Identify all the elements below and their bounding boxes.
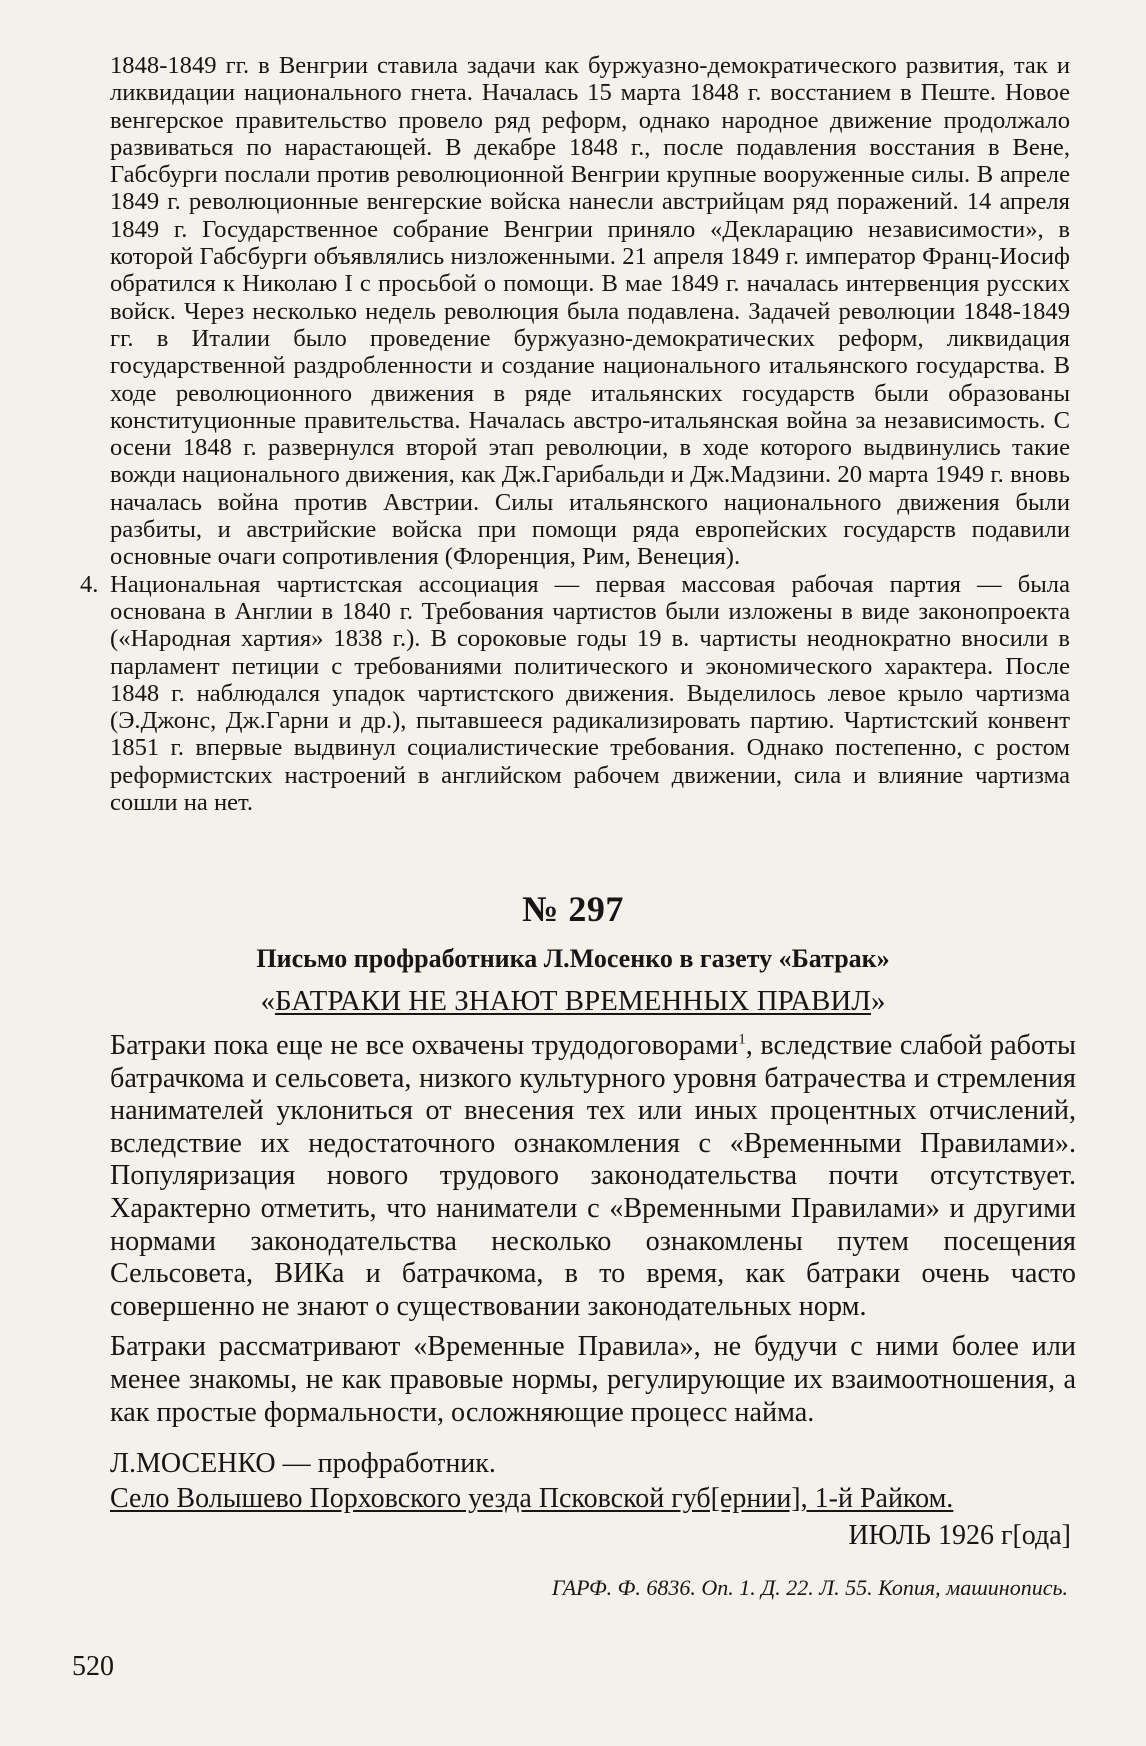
document-title: Письмо профработника Л.Мосенко в газету «Батрак» bbox=[256, 944, 890, 973]
paragraph-1-rest: , вследствие слабой работы батрачкома и сельсовета, низкого культурного уровня батрачества и стремления нанимателей уклониться от внесения тех или иных процентных отчислений, вследствие их недостаточного ознакомления с «Временными Правилами». Популяризация нового трудового законодательства почти отсутствует. Характерно отметить, что наниматели с «Временными Правилами» и другими нормами законодательства несколько ознакомлены путем посещения Сельсовета, ВИКа и батрачкома, в то время, как батраки очень часто совершенно не знают о существовании законодательных норм. bbox=[110, 1030, 1076, 1322]
document-body bbox=[110, 1030, 1076, 1429]
endnote-text: Национальная чартистская ассоциация — первая массовая рабочая партия — была основана в Англии в 1840 г. Требования чартистов были изложены в виде законопроекта («Народная хартия» 1838 г.). В сороковые годы 19 в. чартисты неоднократно вносили в парламент петиции с требованиями политического и экономического характера. После 1848 г. наблюдался упадок чартистского движения. Выделилось левое крыло чартизма (Э.Джонс, Дж.Гарни и др.), пытавшееся радикализировать партию. Чартистский конвент 1851 г. впервые выдвинул социалистические требования. Однако постепенно, с ростом реформистских настроений в английском рабочем движении, сила и влияние чартизма сошли на нет. bbox=[110, 570, 1070, 817]
endnote-continuation: 1848-1849 гг. в Венгрии ставила задачи как буржуазно-демократического развития, так и ликвидации национального гнета. Началась 15 марта 1848 г. восстанием в Пеште. Новое венгерское правительство провело ряд реформ, однако народное движение продолжало развиваться по нарастающей. В декабре 1848 г., после подавления восстания в Вене, Габсбурги послали против революционной Венгрии крупные вооруженные силы. В апреле 1849 г. революционные венгерские войска нанесли австрийцам ряд поражений. 14 апреля 1849 г. Государственное собрание Венгрии приняло «Декларацию независимости», в которой Габсбурги объявлялись низложенными. 21 апреля 1849 г. император Франц-Иосиф обратился к Николаю I с просьбой о помощи. В мае 1849 г. началась интервенция русских войск. Через несколько недель революция была подавлена. Задачей революции 1848-1849 гг. в Италии было проведение буржуазно-демократических реформ, ликвидация государственной раздробленности и создание национального итальянского государства. В ходе революционного движения в ряде итальянских государств были образованы конституционные правительства. Началась австро-итальянская война за независимость. С осени 1848 г. развернулся второй этап революции, в ходе которого выдвинулись такие вожди национального движения, как Дж.Гарибальди и Дж.Мадзини. 20 марта 1949 г. вновь началась война против Австрии. Силы итальянского национального движения были разбиты, и австрийские войска при помощи ряда европейских государств подавили основные очаги сопротивления (Флоренция, Рим, Венеция). bbox=[110, 52, 1070, 571]
footnote-mark: 1 bbox=[738, 1031, 746, 1048]
document-number: № 297 bbox=[522, 889, 624, 929]
document-heading bbox=[0, 985, 1146, 1018]
paragraph-1-start: Батраки пока еще не все охвачены трудодоговорами bbox=[110, 1030, 739, 1061]
page-number: 520 bbox=[72, 1651, 114, 1682]
heading-text: БАТРАКИ НЕ ЗНАЮТ ВРЕМЕННЫХ ПРАВИЛ bbox=[275, 985, 871, 1017]
signature: Л.МОСЕНКО — профработник. bbox=[110, 1448, 496, 1479]
endnote-item-4 bbox=[80, 570, 1070, 817]
endnotes-section bbox=[80, 52, 1070, 817]
paragraph-1 bbox=[110, 1030, 1076, 1323]
place-line: Село Волышево Порховского уезда Псковской губ[ернии], 1-й Райком. bbox=[110, 1483, 954, 1514]
date-line: ИЮЛЬ 1926 г[ода] bbox=[848, 1520, 1071, 1551]
archive-reference: ГАРФ. Ф. 6836. Оп. 1. Д. 22. Л. 55. Копия, машинопись. bbox=[551, 1575, 1068, 1600]
heading-close-quote: » bbox=[870, 985, 886, 1017]
endnote-number: 4. bbox=[80, 570, 99, 598]
heading-open-quote: « bbox=[260, 985, 276, 1017]
paragraph-2: Батраки рассматривают «Временные Правила», не будучи с ними более или менее знакомы, не как правовые нормы, регулирующие их взаимоотношения, а как простые формальности, осложняющие процесс найма. bbox=[110, 1331, 1076, 1428]
